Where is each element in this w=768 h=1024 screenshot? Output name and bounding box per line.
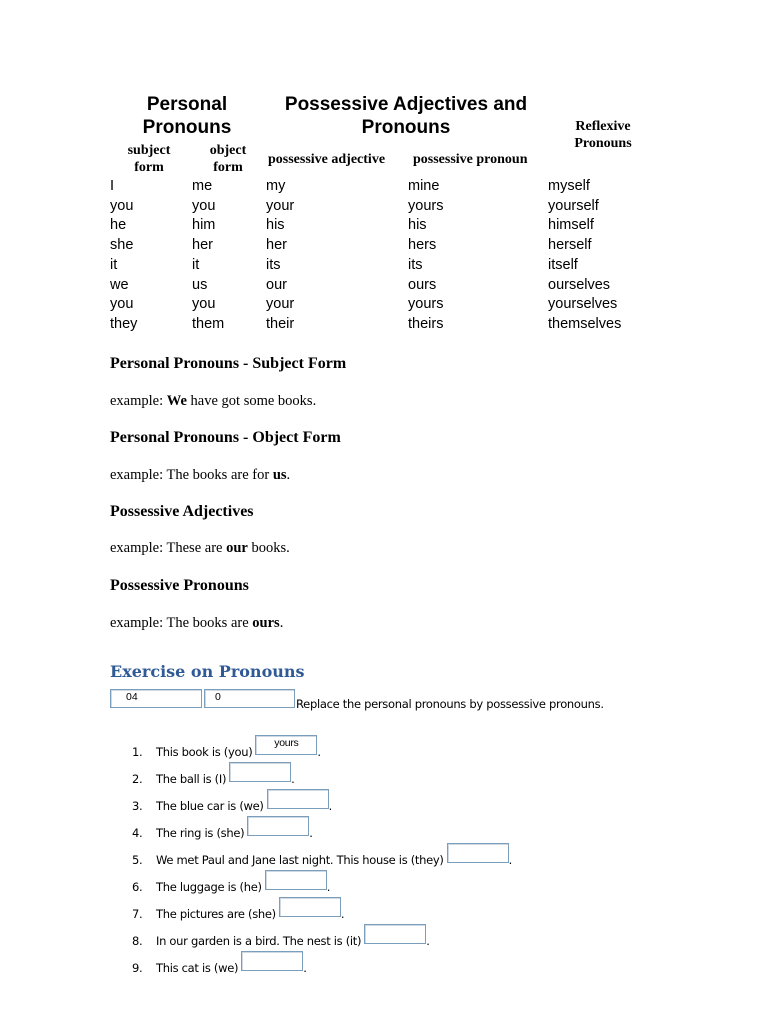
question-number: 9. [132, 961, 143, 975]
cell-reflexive: himself [548, 217, 594, 234]
question-item [132, 789, 332, 813]
question-text: The luggage is (he) [156, 880, 262, 894]
question-item [132, 924, 430, 948]
subheader-possessive-adjective: possessive adjective [268, 152, 386, 167]
section-example [110, 467, 290, 484]
cell-possessive-adjective: her [266, 237, 287, 254]
cell-reflexive: themselves [548, 315, 622, 332]
cell-object: him [192, 217, 216, 234]
question-item [132, 870, 330, 894]
question-item [132, 951, 307, 975]
cell-possessive-pronoun: theirs [408, 315, 444, 332]
answer-input[interactable] [364, 924, 426, 944]
example-text: have got some books. [186, 393, 317, 409]
subheader-subject-form: subject form [127, 143, 171, 175]
score-field[interactable]: 0 [204, 689, 295, 708]
question-number: 8. [132, 934, 143, 948]
question-text: The pictures are (she) [156, 907, 276, 921]
table-body [0, 177, 768, 337]
cell-reflexive: ourselves [548, 276, 611, 293]
cell-reflexive: itself [548, 256, 578, 273]
example-text: example: [110, 393, 167, 409]
question-text: We met Paul and Jane last night. This house is (they) [156, 853, 444, 867]
question-period: . [328, 799, 332, 813]
cell-possessive-adjective: its [266, 256, 281, 273]
example-text: . [279, 615, 284, 631]
example-highlight: We [166, 393, 187, 409]
question-number: 5. [132, 853, 143, 867]
answer-input[interactable]: yours [255, 735, 317, 755]
cell-possessive-adjective: your [266, 197, 295, 214]
question-item [132, 816, 313, 840]
example-highlight: our [226, 540, 248, 556]
question-text: The ball is (I) [156, 772, 227, 786]
question-number: 4. [132, 826, 143, 840]
cell-possessive-pronoun: ours [408, 276, 437, 293]
example-highlight: ours [252, 615, 280, 631]
cell-possessive-adjective: his [266, 217, 285, 234]
subheader-possessive-pronoun: possessive pronoun [413, 152, 528, 167]
pronoun-table [0, 0, 768, 340]
section-example [110, 393, 316, 410]
question-number: 3. [132, 799, 143, 813]
question-text: This book is (you) [156, 745, 253, 759]
cell-possessive-pronoun: its [408, 256, 423, 273]
cell-subject: it [110, 256, 118, 273]
header-reflexive: Reflexive Pronouns [574, 119, 632, 151]
section-example [110, 615, 283, 632]
cell-object: her [192, 237, 213, 254]
section-example [110, 540, 290, 557]
cell-subject: you [110, 197, 134, 214]
answer-input[interactable] [247, 816, 309, 836]
question-number: 2. [132, 772, 143, 786]
exercise-instruction: Replace the personal pronouns by possessive pronouns. [296, 697, 604, 711]
example-text: . [286, 467, 291, 483]
cell-object: us [192, 276, 208, 293]
question-number: 1. [132, 745, 143, 759]
cell-reflexive: yourselves [548, 296, 618, 313]
example-text: books. [247, 540, 290, 556]
question-period: . [303, 961, 307, 975]
cell-possessive-pronoun: yours [408, 296, 444, 313]
cell-subject: you [110, 296, 134, 313]
answer-input[interactable] [241, 951, 303, 971]
cell-subject: we [110, 276, 129, 293]
section-title: Possessive Pronouns [110, 577, 249, 594]
cell-subject: she [110, 237, 134, 254]
cell-possessive-adjective: your [266, 296, 295, 313]
question-period: . [309, 826, 313, 840]
cell-reflexive: herself [548, 237, 592, 254]
question-text: The ring is (she) [156, 826, 245, 840]
cell-object: you [192, 197, 216, 214]
score-field[interactable]: 04 [110, 689, 202, 708]
question-period: . [326, 880, 331, 894]
question-number: 7. [132, 907, 143, 921]
question-text: In our garden is a bird. The nest is (it) [156, 934, 362, 948]
cell-subject: they [110, 315, 138, 332]
cell-possessive-pronoun: yours [408, 197, 444, 214]
answer-input[interactable] [265, 870, 327, 890]
section-title: Personal Pronouns - Subject Form [110, 355, 347, 372]
cell-possessive-pronoun: his [408, 217, 427, 234]
cell-possessive-adjective: my [266, 178, 286, 194]
cell-possessive-adjective: their [266, 315, 295, 332]
header-possessive: Possessive Adjectives and Pronouns [284, 94, 528, 138]
question-period: . [317, 745, 321, 759]
question-item [132, 735, 321, 759]
header-personal-pronouns: Personal Pronouns [142, 94, 232, 138]
cell-possessive-adjective: our [266, 276, 287, 293]
answer-input[interactable] [229, 762, 291, 782]
question-text: This cat is (we) [156, 961, 239, 975]
cell-possessive-pronoun: hers [408, 237, 437, 254]
answer-input[interactable] [279, 897, 341, 917]
question-number: 6. [132, 880, 143, 894]
cell-object: them [192, 315, 225, 332]
section-title: Possessive Adjectives [110, 503, 254, 520]
question-period: . [426, 934, 430, 948]
question-item [132, 843, 512, 867]
question-period: . [508, 853, 512, 867]
example-text: example: The books are for [110, 467, 273, 483]
cell-reflexive: yourself [548, 197, 599, 214]
question-text: The blue car is (we) [156, 799, 264, 813]
section-title: Personal Pronouns - Object Form [110, 429, 341, 446]
example-text: example: These are [110, 540, 227, 556]
cell-reflexive: myself [548, 178, 590, 194]
answer-input[interactable] [447, 843, 509, 863]
example-highlight: us [272, 467, 287, 483]
subheader-object-form: object form [209, 143, 247, 175]
question-period: . [291, 772, 295, 786]
exercise-title: Exercise on Pronouns [110, 662, 305, 681]
cell-object: me [192, 178, 213, 194]
question-item [132, 897, 344, 921]
example-text: example: The books are [110, 615, 253, 631]
cell-subject: I [110, 178, 115, 194]
cell-object: you [192, 296, 216, 313]
cell-subject: he [110, 217, 127, 234]
question-item [132, 762, 295, 786]
answer-input[interactable] [267, 789, 329, 809]
cell-possessive-pronoun: mine [408, 178, 440, 194]
question-period: . [340, 907, 345, 921]
cell-object: it [192, 256, 200, 273]
